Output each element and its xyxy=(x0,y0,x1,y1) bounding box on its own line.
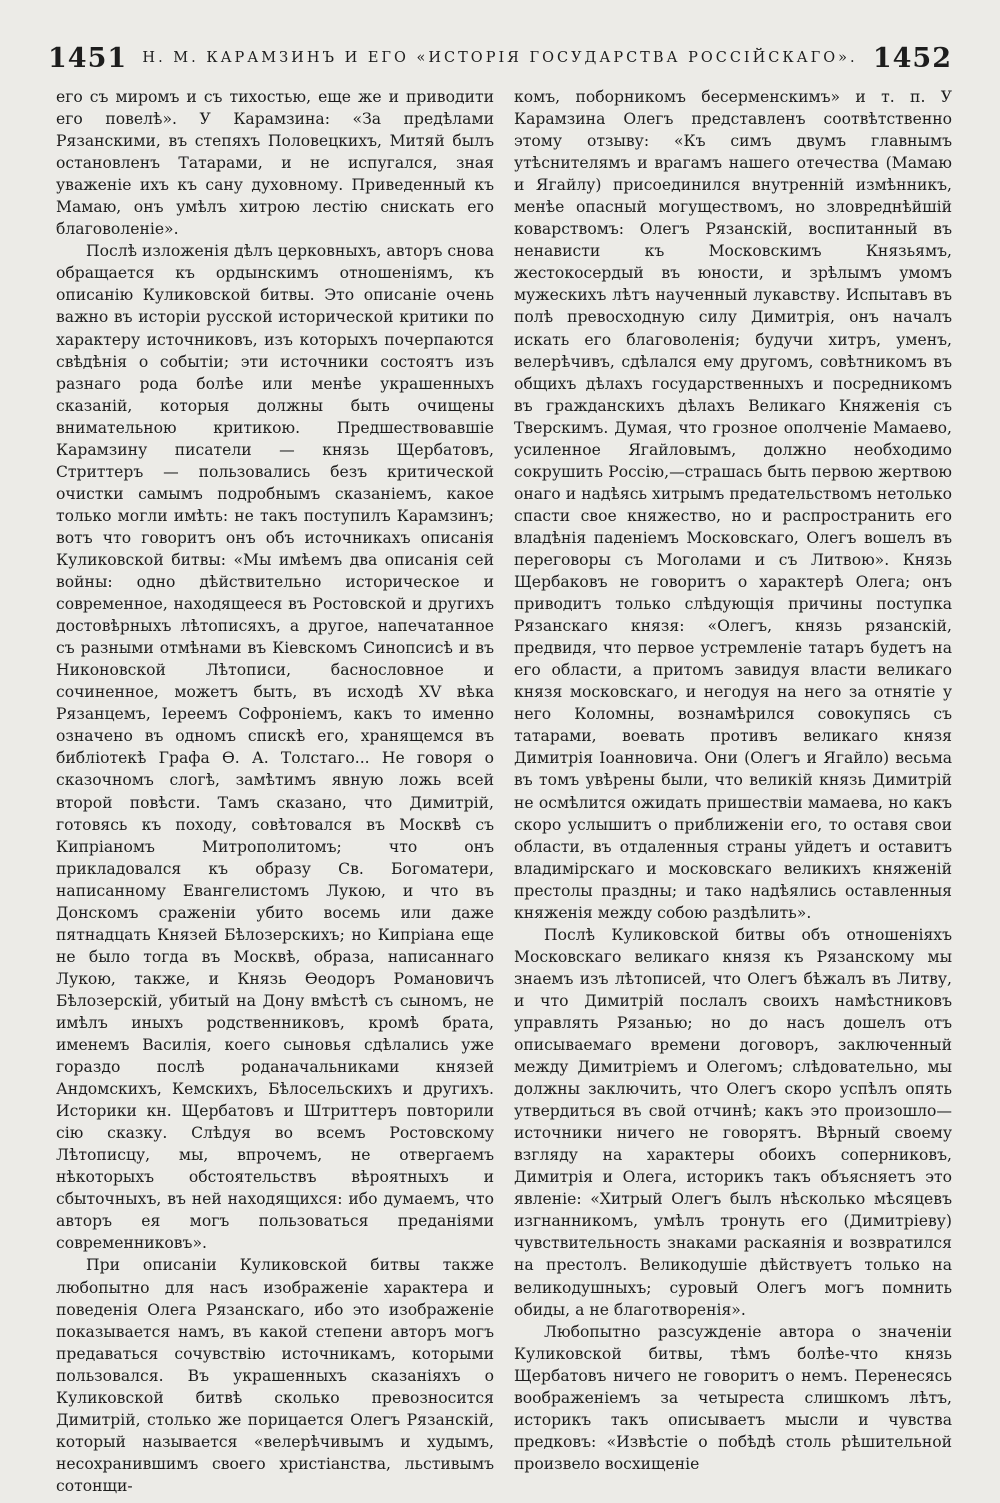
running-title: Н. М. КАРАМЗИНЪ И ЕГО «ИСТОРІЯ ГОСУДАРСТВА РОССІЙСКАГО». xyxy=(142,50,858,66)
paragraph: Любопытно разсужденіе автора о значеніи Куликовской битвы, тѣмъ болѣе-что князь Щербатовъ ничего не говоритъ о немъ. Перенесясь воображеніемъ за четыреста слишкомъ лѣтъ, историкъ такъ описываетъ мысли и чувства предковъ: «Извѣстіе о побѣдѣ столь рѣшительной произвело восхищеніе xyxy=(514,1322,952,1473)
paragraph: комъ, поборникомъ бесерменскимъ» и т. п. У Карамзина Олегъ представленъ соотвѣтственно этому отзыву: «Къ симъ двумъ главнымъ утѣснителямъ и врагамъ нашего отечества (Мамаю и Ягайлу) присоединился внутренній измѣнникъ, менѣе опасный могуществомъ, но зловреднѣйшій коварствомъ: Олегъ Рязанскій, воспитанный въ ненависти къ Московскимъ Князьямъ, жестокосердый въ юности, и зрѣлымъ умомъ мужескихъ лѣтъ наученный лукавству. Испытавъ въ полѣ превосходную силу Димитрія, онъ началъ искать его благоволенія; будучи хитръ, уменъ, велерѣчивъ, сдѣлался ему другомъ, совѣтникомъ въ общихъ дѣлахъ государственныхъ и посредникомъ въ гражданскихъ дѣлахъ Великаго Княженія съ Тверскимъ. Думая, что грозное ополченіе Мамаево, усиленное Ягайловымъ, должно необходимо сокрушить Россію,—страшась быть первою жертвою онаго и надѣясь хитрымъ предательствомъ нетолько спасти свое княжество, но и распространить его владѣнія паденіемъ Московскаго, Олегъ вошелъ въ переговоры съ Моголами и съ Литвою». Князь Щербаковъ не говоритъ о характерѣ Олега; онъ приводитъ только слѣдующія причины поступка Рязанскаго князя: «Олегъ, князь рязанскій, предвидя, что первое устремленіе татаръ будетъ на его области, а притомъ завидуя власти великаго князя московскаго, и негодуя на него за отнятіе у него Коломны, вознамѣрился совокупясь съ татарами, воевать противъ великаго князя Димитрія Іоанновича. Они (Олегъ и Ягайло) весьма въ томъ увѣрены были, что великій князь Димитрій не осмѣлится ожидать пришествіи мамаева, но какъ скоро услышитъ о приближеніи его, то оставя свои области, въ отдаленныя страны уйдетъ и оставитъ владимірскаго и московскаго великихъ княженій престолы праздны; и тако надѣялись оставленныя княженія между собою раздѣлить». xyxy=(514,88,952,922)
right-column xyxy=(514,86,952,1475)
paragraph: Послѣ изложенія дѣлъ церковныхъ, авторъ снова обращается къ ордынскимъ отношеніямъ, къ описанію Куликовской битвы. Это описаніе очень важно въ исторіи русской исторической критики по характеру источниковъ, изъ которыхъ почерпаются свѣдѣнія о событіи; эти источники состоятъ изъ разнаго рода болѣе или менѣе украшенныхъ сказаній, которыя должны быть очищены внимательною критикою. Предшествовавшіе Карамзину писатели — князь Щербатовъ, Стриттеръ — пользовались безъ критической очистки самымъ подробнымъ сказаніемъ, какое только могли имѣть: не такъ поступилъ Карамзинъ; вотъ что говоритъ онъ объ источникахъ описанія Куликовской битвы: «Мы имѣемъ два описанія сей войны: одно дѣйствительно историческое и современное, находящееся въ Ростовской и другихъ достовѣрныхъ лѣтописяхъ, а другое, напечатанное съ разными отмѣнами въ Кіевскомъ Синопсисѣ и въ Никоновской Лѣтописи, баснословное и сочиненное, можетъ быть, въ исходѣ XV вѣка Рязанцемъ, Іереемъ Софроніемъ, какъ то именно означено въ одномъ спискѣ его, хранящемся въ библіотекѣ Графа Ѳ. А. Толстаго... Не говоря о сказочномъ слогѣ, замѣтимъ явную ложь всей второй повѣсти. Тамъ сказано, что Димитрій, готовясь къ походу, совѣтовался въ Москвѣ съ Кипріаномъ Митрополитомъ; что онъ прикладовался къ образу Св. Богоматери, написанному Евангелистомъ Лукою, и что въ Донскомъ сраженіи убито восемь или даже пятнадцать Князей Бѣлозерскихъ; но Кипріана еще не было тогда въ Москвѣ, образа, написаннаго Лукою, также, и Князь Ѳеодоръ Романовичъ Бѣлозерскій, убитый на Дону вмѣстѣ съ сыномъ, не имѣлъ иныхъ родственниковъ, кромѣ брата, именемъ Василія, коего сыновья сдѣлались уже гораздо послѣ роданачальниками князей Андомскихъ, Кемскихъ, Бѣлосельскихъ и другихъ. Историки кн. Щербатовъ и Штриттеръ повторили сію сказку. Слѣдуя во всемъ Ростовскому Лѣтописцу, мы, впрочемъ, не отвергаемъ нѣкоторыхъ обстоятельствъ вѣроятныхъ и сбыточныхъ, въ ней находящихся: ибо думаемъ, что авторъ ея могъ пользоваться преданіями современниковъ». xyxy=(56,242,494,1253)
left-column xyxy=(56,86,494,1497)
paragraph: При описаніи Куликовской битвы также любопытно для насъ изображеніе характера и поведенія Олега Рязанскаго, ибо это изображеніе показывается намъ, въ какой степени авторъ могъ предаваться сочувствію источникамъ, которыми пользовался. Въ украшенныхъ сказаніяхъ о Куликовской битвѣ сколько превозносится Димитрій, столько же порицается Олегъ Рязанскій, который называется «велерѣчивымъ и худымъ, несохранившимъ своего христіанства, льстивымъ сотонщи- xyxy=(56,1256,494,1495)
paragraph: его съ миромъ и съ тихостью, еще же и приводити его повелѣ». У Карамзина: «За предѣлами Рязанскими, въ степяхъ Половецкихъ, Митяй былъ остановленъ Татарами, и не испугался, зная уваженіе ихъ къ сану духовному. Приведенный къ Мамаю, онъ умѣлъ хитрою лестію снискать его благоволеніе». xyxy=(56,88,494,239)
paragraph: Послѣ Куликовской битвы объ отношеніяхъ Московскаго великаго князя къ Рязанскому мы знаемъ изъ лѣтописей, что Олегъ бѣжалъ въ Литву, и что Димитрій послалъ своихъ намѣстниковъ управлять Рязанью; но до насъ дошелъ отъ описываемаго времени договоръ, заключенный между Димитріемъ и Олегомъ; слѣдовательно, мы должны заключить, что Олегъ скоро успѣлъ опять утвердиться въ свой отчинѣ; какъ это произошло—источники ничего не говорятъ. Вѣрный своему взгляду на характеры обоихъ соперниковъ, Димитрія и Олега, историкъ такъ объясняетъ это явленіе: «Хитрый Олегъ былъ нѣсколько мѣсяцевъ изгнанникомъ, умѣлъ тронуть его (Димитріеву) чувствительность знаками раскаянія и возвратился на престолъ. Великодушіе дѣйствуетъ только на великодушныхъ; суровый Олегъ могъ помнить обиды, а не благотворенія». xyxy=(514,925,952,1319)
right-page-number: 1452 xyxy=(872,42,952,74)
page-header xyxy=(48,38,952,78)
left-page-number: 1451 xyxy=(48,42,128,74)
